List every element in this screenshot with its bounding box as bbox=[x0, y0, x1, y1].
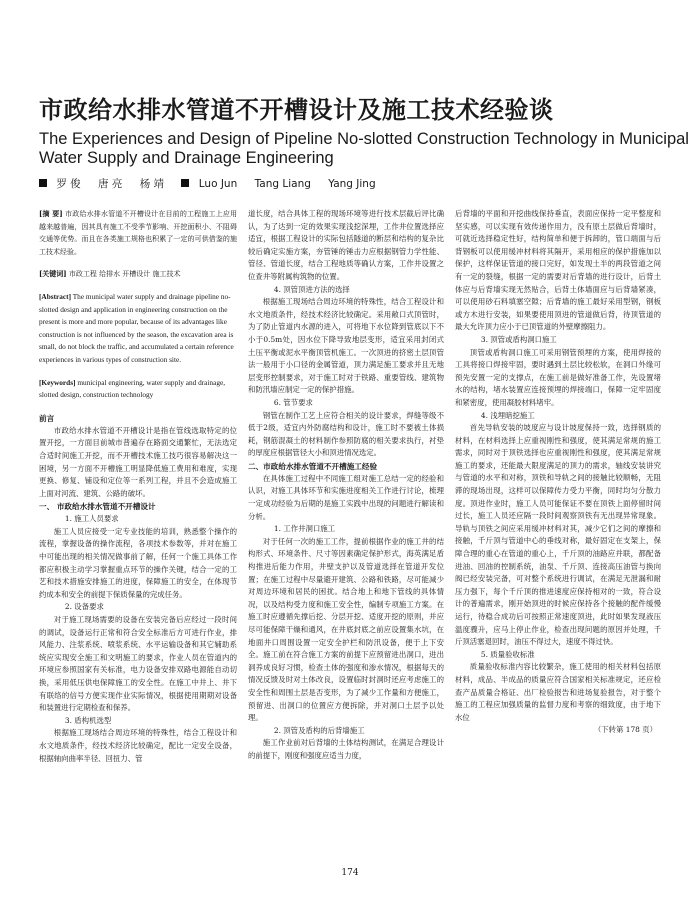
paragraph: 对于任何一次的施工工作，提前根据作业的施工井的结构形式、环境条件、尺寸等因素确定保护形式，海英满足盾构推进后能力作用，井壁支护以及管道选择在管道开发位置；在施工过程中尽量避开建筑、公路和铁路，尽可能减少对周边环境和居民的困扰。结合地上和地下管线的具体情况，以及结构受力度和施工安全性，编制专项施工方案。在施工时应遵循先撑后挖、分层开挖、适度开挖的原则，并应尽可能保障干燥和通风，在井底封底之前应设置集水坑，在地面井口周围设置一定安全护栏和防汛设备，便于上下安全。施工前在符合施工方案的前提下应预留进出洞口，进出洞养成良好习惯，检查土体的强度和渗水情况，根据每天的情况反馈及时对土体改良，设置临时封洞时还应考虑施工的安全性和周围土层是否变形，为了减少工作量和方便施工，预留进、出洞口的位置应方便拆除，并对洞口土层予以处理。 bbox=[248, 536, 444, 723]
page-number: 174 bbox=[341, 868, 359, 878]
paragraph: 钢管在制作工艺上应符合相关的设计要求，焊缝等级不低于2级，适宜内外防腐结构和设计，施工时不要被土体损耗，钢筋混凝土的材料制作参照防腐的相关要求执行，衬垫的厚度应根据管径大小和顶进情况选定。 bbox=[248, 410, 444, 458]
authors-line bbox=[39, 177, 639, 191]
section-heading: 二、市政给水排水管道不开槽施工经验 bbox=[248, 461, 378, 471]
paragraph: 道长度，结合具体工程的现场环境等进行技术层截后评比确认，为了达到一定的效果实现浅挖深埋，工作井位置选择应适宜，根据工程设计的实际包括隧道的断层和结构的复杂比较后确定实施方案，夯管锤的锤击力应根据钢管力学性能、管径、管道长度，结合工程地质等确认方案，工作井设置之位查井等附属构筑物的位置。 bbox=[248, 209, 444, 281]
subsection-heading: 4. 顶管顶进方法的选择 bbox=[273, 284, 350, 294]
subsection-heading: 3. 顶管或盾构洞口施工 bbox=[480, 334, 557, 344]
paragraph: 根据施工现场结合周边环境的特殊性，结合工程设计和水文地质条件，经技术经济比较确定，配比一定安全设备，根据轴向曲率半径、回扭力、管 bbox=[39, 728, 237, 763]
subsection-heading: 1. 施工人员要求 bbox=[64, 514, 119, 524]
paragraph: 在具体施工过程中不同施工组对施工总结一定的经验和认识，对施工具体环节和实施进度相关工作进行讨论，梳理一定成功经验为后期的是施工实践中出现的问题进行解读和分析。 bbox=[248, 473, 444, 521]
subsection-heading: 3. 盾构机选型 bbox=[64, 715, 112, 725]
continued-note: （下转第 178 页） bbox=[593, 725, 657, 735]
author-zh: 唐 亮 bbox=[98, 178, 123, 190]
paragraph: 质量验收标准内容比较繁杂，施工使用的相关材料包括原材料，成品、半成品的质量应符合国家相关标准规定，还应检查产品质量合格证、出厂检验报告和进场复验报告，对于整个施工的工程应加强质量的监督力度和考察的细致度，由于地下水位 bbox=[455, 662, 661, 722]
paragraph: 施工人员应接受一定专业技能的培训，熟悉整个操作的流程，掌握设备的操作流程，各项技术参数等，并对在施工中可能出现的相关情况做事前了解，任何一个施工具体工作都应积极主动学习掌握重点环节的操作关键，结合一定的工艺和技术措施安排施工的进度，保障施工的安全，在体现节约成本和安全的前提下保质保量的完成任务。 bbox=[39, 526, 237, 599]
section-heading: 一、 市政给水排水管道不开槽设计 bbox=[39, 502, 156, 512]
author-en: Tang Liang bbox=[254, 178, 311, 190]
keywords-zh: [关键词] 市政工程 给排水 开槽设计 施工技术 bbox=[39, 269, 181, 279]
paragraph: 首先导轨安装的坡度应与设计坡度保持一致，选择钢质的材料，在材料选择上应重视刚性和强度，使其满足常规的施工需求，同时对于顶铁选择也应重视刚性和强度，使其满足常规施工的要求，还能最大限度满足的顶力的需求，轴线安装讲究与管道的水平和对称，顶铁和导轨之间的接触比较顺畅，无阻滞的现场出现，这样可以保障传力受力平衡，同时均匀分散力度。顶进作业时，施工人员可能保证不要在顶铁上面停留时间过长，施工人员还应隔一段时间观察顶铁有无出现异常现象。导轨与顶铁之间应采用缓冲材料对其，减少它们之间的摩擦和接触，千斤顶与管道中心的垂线对称，最好固定在支架上，保障合理的重心在管道的重心上，千斤顶的油路应并联，都配备进油、回油的控制系统，油泵、千斤顶、连接高压油管与换向阀已经安装完备，可对整个系统进行调试，在满足无泄漏和耐压力强下，每个千斤顶的推进速度应保持相对的一致，符合设计的普遍需求，刚开始顶进的时候应保持各个接触的配件缓慢运行，待稳合成功后可按照正常速度顶进，此时如果发现液压温度骤升，应马上停止作业，检查出现问题的原因并处理，千斤顶活塞退回时，油压不得过大，速度不得过快。 bbox=[455, 423, 661, 647]
subsection-heading: 6. 管节要求 bbox=[273, 397, 313, 407]
english-title: The Experiences and Design of Pipeline No-slotted Construction Technology in Municipal Water Supply and Drainage Engineering bbox=[39, 130, 689, 167]
square-bullet-icon bbox=[39, 179, 47, 187]
author-zh: 杨 靖 bbox=[139, 178, 165, 190]
column-2 bbox=[248, 208, 444, 763]
subsection-heading: 2. 顶管及盾构的后背墙施工 bbox=[273, 725, 365, 735]
paragraph: 对于施工现场需要的设备在安装完备后应经过一段时间的调试，设备运行正常和符合安全标准后方可进行作业，排风能力、注浆系统、喷浆系统、水平运输设备和其它辅助系统应实现安全施工和文明施工的要求，作业人员在管道内的环境应参照国家有关标准，电力设备安排双路电源能自动切换，采用低压供电保障施工的安全性。在施工中井上、井下有联络的信号方便实现作业实际情况，根据使用期期对设备和装置进行定期检查和保养。 bbox=[39, 615, 237, 713]
square-bullet-icon bbox=[181, 179, 189, 187]
subsection-heading: 2. 设备要求 bbox=[64, 602, 104, 612]
paragraph: 后背墙的平面和开挖曲线保持垂直，表面应保持一定平整度和坚实感，可以实现有效传递作用力，没有原土层做后背墙时，可就近选择稳定性好，结构简单和便于拆卸的，管口端面与后背钢板可以使用缓冲材料将其隔开，采用相应的保护措施加以保护，这样保证管道的接口完好，如发现土半的两段管道之间有一定的裂缝，根据一定的需要对后背墙的进行设计，后背土体应与后背墙实现无然贴合，后背土体墙面应与后背墙紧凑，可以使用砂石料填塞空隙；后背墙的施工最好采用型钢，钢板或方木进行安装，如果要使用顶进的管道做后背，待顶管道的最大允许顶力应小于已顶管道的外壁摩擦阻力。 bbox=[455, 209, 661, 332]
paragraph: 根据施工现场结合周边环境的特殊性，结合工程设计和水文地质条件，经技术经济比较确定。采用敞口式顶管时，为了防止管道内水源的进入，可将地下水位降到管底以下不小于0.5m处，因水位下降导致地层变形，适宜采用封闭式土压平衡或泥水平衡顶管机施工。一次顶进的挤密土层顶管法一般用于小口径的金属管道，顶力满足施工要求并且无地层变形控制要求，对于施工时对于铁路、重要管线、建筑物和防汛墙应制定一定的保护措施。 bbox=[248, 297, 444, 395]
abstract-en: [Abstract] The municipal water supply and drainage pipeline no-slotted design and application in engineering construction on the present is more and more popular, because of its advantages like construction is not influenced by the season, the excavation area is small, do not block the traffic, and accumulated a certain reference experiences in various types of construction site. bbox=[39, 291, 234, 364]
paragraph: 施工作业前对后背墙的土体结构测试，在满足合理设计的前提下，刚度和强度应适当力度， bbox=[248, 738, 444, 760]
subsection-heading: 4. 浅埋暗挖施工 bbox=[480, 410, 535, 420]
column-1 bbox=[39, 208, 237, 765]
abstract-zh: [摘 要] 市政给水排水管道不开槽设计在目前的工程施工上应用越来越普遍，因其具有施工不受季节影响、开挖面积小、不阻碍交通等优势。而且在各类施工规格也积累了一定的可供借鉴的施工技术经验。 bbox=[39, 209, 238, 256]
author-en: Luo Jun bbox=[198, 178, 238, 190]
author-zh: 罗 俊 bbox=[56, 178, 81, 190]
paragraph: 市政给水排水管道不开槽设计是指在管线选取特定的位置开挖，一方面目前城市普遍存在路面交通繁忙，无法选定合适时间施工开挖，而不开槽技术施工技巧很容易解决这一困境，另一方面不开槽施工明显降低施工费用和难度，实现更换、修复、铺设和定位等一系列工程，并且不会造成施工上面对河流、建筑、公路的破坏。 bbox=[39, 425, 237, 498]
paragraph: 顶管或盾构洞口施工可采用钢管预埋的方案，使用焊接的工具将接口焊接牢固，要时遇到土层比较松软，在洞口外缘可预先安置一定的支撑点，在施工前是做好准备工作，先设置堵水的结构，堵水装置应连接预埋的焊接端口，保障一定牢固度和紧密度，使用凝胶材料堵牢。 bbox=[455, 347, 661, 407]
author-en: Yang Jing bbox=[328, 178, 376, 190]
section-heading: 前言 bbox=[39, 413, 55, 423]
column-3 bbox=[455, 208, 661, 737]
page-title: 市政给水排水管道不开槽设计及施工技术经验谈 bbox=[39, 96, 554, 124]
subsection-heading: 5. 质量验收标准 bbox=[480, 649, 535, 659]
keywords-en: [Keywords] municipal engineering, water supply and drainage, slotted design, construction technology bbox=[39, 377, 226, 400]
subsection-heading: 1. 工作井洞口施工 bbox=[273, 524, 336, 534]
